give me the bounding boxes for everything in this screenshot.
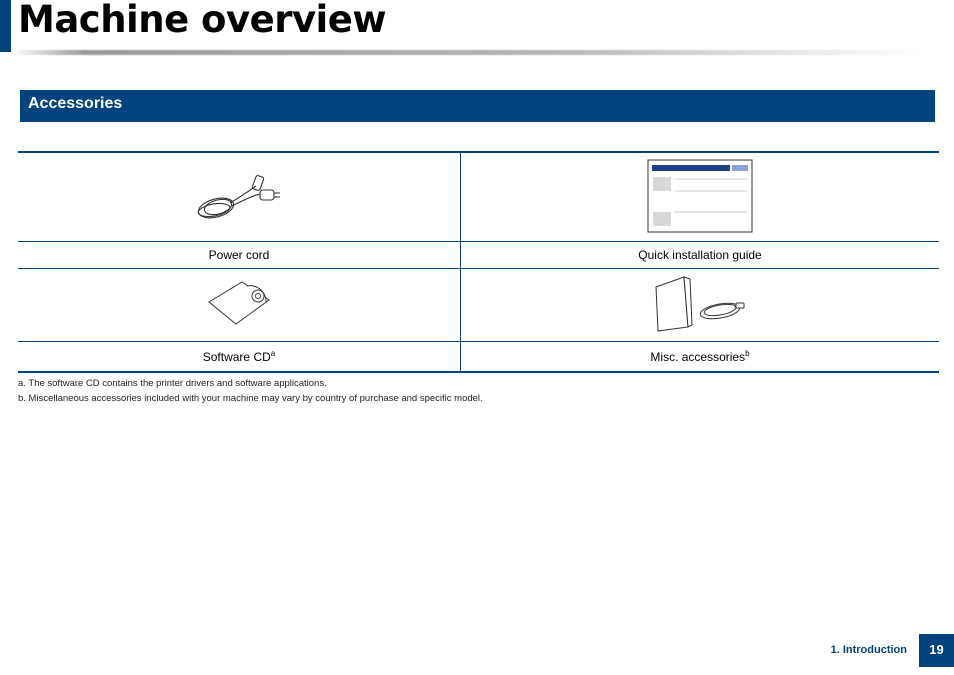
power-cord-image-cell [18,152,461,242]
misc-text: Misc. accessories [650,350,746,364]
software-cd-text: Software CD [202,350,271,364]
title-accent-bar [0,0,11,52]
footnote-a: a. The software CD contains the printer drivers and software applications. [18,378,327,389]
table-row [18,342,939,373]
table-row [18,242,939,269]
cd-image-cell [18,269,461,342]
page-title: Machine overview [18,0,387,41]
power-cord-label: Power cord [18,242,461,269]
section-header [20,90,935,122]
quick-guide-label: Quick installation guide [461,242,940,269]
page-number: 19 [919,634,954,667]
quick-guide-image-cell [461,152,940,242]
power-cord-icon [194,166,284,226]
accessories-table [18,151,939,373]
misc-label [461,342,940,373]
footer-section-link[interactable]: 1. Introduction [830,644,907,656]
footnote-ref-a[interactable]: a [270,349,276,358]
quick-guide-icon [647,159,753,233]
section-title: Accessories [28,95,123,112]
table-row [18,269,939,342]
footnote-b: b. Miscellaneous accessories included with your machine may vary by country of purchase and specific model. [18,393,483,404]
misc-image-cell [461,269,940,342]
cd-icon [206,280,272,328]
software-cd-label [18,342,461,373]
misc-accessories-icon [650,275,750,333]
title-divider [12,50,917,55]
table-row [18,152,939,242]
footnote-ref-b[interactable]: b [745,349,750,358]
footnotes [18,378,483,408]
